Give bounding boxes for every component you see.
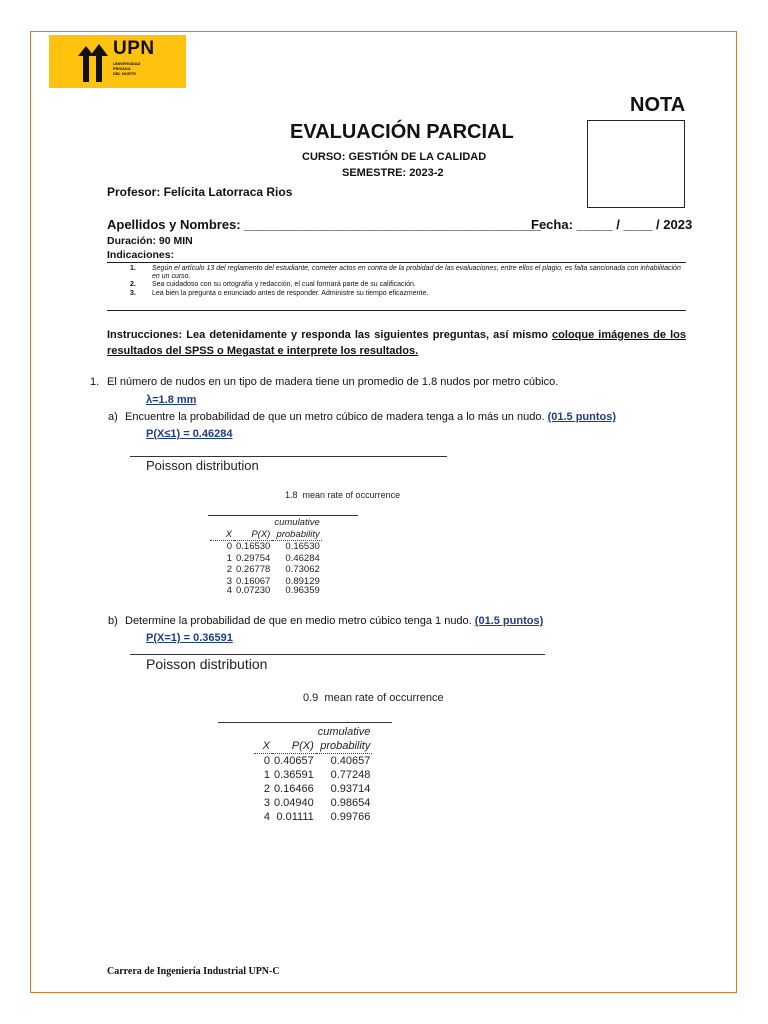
- name-field[interactable]: Apellidos y Nombres: _________________________________________: [107, 217, 541, 232]
- question-text: El número de nudos en un tipo de madera tiene un promedio de 1.8 nudos por metro cúbico.: [107, 376, 559, 388]
- table-row: 0 0.40657 0.40657: [263, 755, 371, 767]
- table-row: 3 0.16067 0.89129: [226, 575, 320, 587]
- upn-logo: [49, 35, 186, 88]
- table-row: 4 0.07230 0.96359: [226, 585, 320, 596]
- part-b-answer: P(X=1) = 0.36591: [146, 632, 233, 644]
- part-b-label: b): [108, 615, 118, 627]
- page-title: EVALUACIÓN PARCIAL: [290, 121, 514, 143]
- divider: [107, 262, 686, 263]
- divider: [130, 456, 447, 457]
- indications-heading: Indicaciones:: [107, 249, 175, 261]
- table-row: 1 0.29754 0.46284: [226, 552, 320, 564]
- nota-box: [587, 120, 685, 208]
- date-field[interactable]: Fecha: _____ / ____ / 2023: [531, 217, 693, 232]
- instructions: Instrucciones: Lea detenidamente y responda las siguientes preguntas, así mismo coloque imágenes de los resultados del SPSS o Megastat e interprete los resultados.: [107, 329, 686, 357]
- poisson-a-title: Poisson distribution: [146, 458, 259, 473]
- table-row: 1 0.36591 0.77248: [263, 769, 371, 781]
- semester: SEMESTRE: 2023-2: [342, 167, 444, 179]
- list-item: 1. Según el artículo 13 del reglamento del estudiante, cometer actos en contra de la probidad de las evaluaciones, entre ellos el plagio, es falta sancionada con inhabilitación en un curso.: [130, 265, 681, 281]
- poisson-a-rate: 1.8 mean rate of occurrence: [285, 490, 401, 500]
- upn-arrows-icon: [76, 40, 110, 82]
- poisson-a-table: cumulative X P(X) probability 0 0.16530 0.16530 1 0.29754 0.46284 2 0.26778 0.73062 3 0.16067 0.89129 4 0.07230 0.96359: [210, 517, 322, 595]
- table-row: 2 0.16466 0.93714: [263, 783, 371, 795]
- nota-label: NOTA: [630, 94, 686, 116]
- logo-tagline: UNIVERSIDAD PRIVADA DEL NORTE: [113, 61, 141, 76]
- part-a-text: Encuentre la probabilidad de que un metro cúbico de madera tenga a lo más un nudo. (01.5 puntos): [125, 411, 617, 423]
- logo-brand: UPN: [113, 38, 155, 59]
- course-name: CURSO: GESTIÓN DE LA CALIDAD: [302, 151, 487, 163]
- poisson-b-rate: 0.9 mean rate of occurrence: [303, 692, 444, 704]
- table-row: 2 0.26778 0.73062: [226, 564, 320, 575]
- divider: [218, 722, 392, 723]
- part-b-text: Determine la probabilidad de que en medio metro cúbico tenga 1 nudo. (01.5 puntos): [125, 615, 544, 627]
- professor: Profesor: Felícita Latorraca Rios: [107, 185, 293, 199]
- question-number: 1.: [90, 376, 100, 388]
- indications-list: [130, 265, 686, 298]
- duration: Duración: 90 MIN: [107, 235, 193, 247]
- divider: [208, 515, 358, 516]
- table-row: 0 0.16530 0.16530: [226, 541, 320, 552]
- divider: [130, 654, 545, 655]
- lambda-value: λ=1.8 mm: [146, 394, 197, 406]
- poisson-b-title: Poisson distribution: [146, 656, 268, 672]
- part-a-answer: P(X≤1) = 0.46284: [146, 428, 233, 440]
- list-item: 2. Sea cuidadoso con su ortografía y redacción, el cual formará parte de su calificación.: [130, 281, 416, 289]
- divider: [107, 310, 686, 311]
- table-row: 4 0.01111 0.99766: [263, 811, 371, 823]
- poisson-b-table: cumulative X P(X) probability 0 0.40657 0.40657 1 0.36591 0.77248 2 0.16466 0.93714 3 0.04940 0.98654 4 0.01111 0.99766: [254, 725, 372, 824]
- table-row: 3 0.04940 0.98654: [263, 797, 371, 809]
- part-a-label: a): [108, 411, 118, 423]
- footer: Carrera de Ingeniería Industrial UPN-C: [107, 966, 280, 977]
- list-item: 3. Lea bien la pregunta o enunciado antes de responder. Administre su tiempo eficazmente.: [130, 289, 429, 297]
